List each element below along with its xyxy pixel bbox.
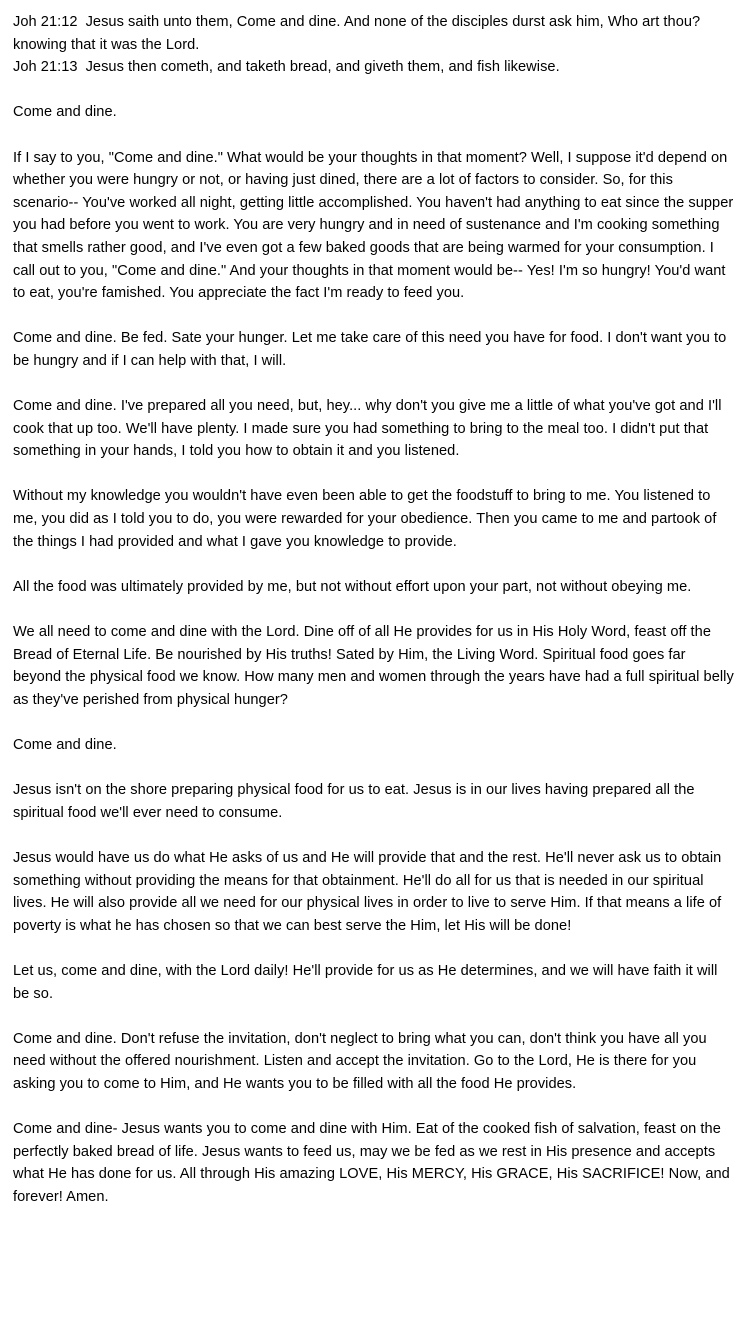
verse-text: Jesus then cometh, and taketh bread, and giveth them, and fish likewise. — [85, 59, 560, 76]
verse-reference: Joh 21:12 — [13, 14, 78, 30]
paragraph: Come and dine. I've prepared all you need, but, hey... why don't you give me a little of what you've got and I'll cook that up too. We'll have plenty. I made sure you had something to bring to the meal too. I didn't put that something in your hands, I told you how to obtain it and you listened. — [13, 398, 722, 460]
paragraph: We all need to come and dine with the Lord. Dine off of all He provides for us in His Holy Word, feast off the Bread of Eternal Life. Be nourished by His truths! Sated by Him, the Living Word. Spiritual food goes far beyond the physical food we know. How many men and women through the years have had a full spiritual belly as they've perished from physical hunger? — [13, 624, 734, 708]
paragraph: Jesus would have us do what He asks of us and He will provide that and the rest. He'll never ask us to obtain something without providing the means for that obtainment. He'll do all for us that is needed in our spiritual lives. He will also provide all we need for our physical lives in order to live to serve Him. If that means a life of poverty is what he has chosen so that we can best serve the Him, let His will be done! — [13, 849, 722, 934]
paragraph: Come and dine. Don't refuse the invitation, don't neglect to bring what you can, don't think you have all you need without the offered nourishment. Listen and accept the invitation. Go to the Lord, He is there for you asking you to come to Him, and He wants you to be filled with all the food He provides. — [13, 1030, 707, 1092]
paragraph: Come and dine. Be fed. Sate your hunger. Let me take care of this need you have for food. I don't want you to be hungry and if I can help with that, I will. — [13, 330, 727, 369]
verse-text: Jesus saith unto them, Come and dine. And none of the disciples durst ask him, Who art thou? knowing that it was the Lord. — [13, 14, 701, 53]
verse-reference: Joh 21:13 — [13, 59, 78, 76]
verse-line — [13, 56, 736, 79]
paragraph: Come and dine. — [13, 737, 117, 753]
paragraph: All the food was ultimately provided by me, but not without effort upon your part, not without obeying me. — [13, 578, 692, 595]
paragraph: Without my knowledge you wouldn't have even been able to get the foodstuff to bring to me. You listened to me, you did as I told you to do, you were rewarded for your obedience. Then you came to me and partook of the things I had provided and what I gave you knowledge to provide. — [13, 488, 717, 550]
verse-line — [13, 11, 736, 56]
scripture-block — [13, 11, 736, 79]
paragraph: Let us, come and dine, with the Lord daily! He'll provide for us as He determines, and we will have faith it will be so. — [13, 962, 718, 1002]
paragraph: If I say to you, "Come and dine." What would be your thoughts in that moment? Well, I suppose it'd depend on whether you were hungry or not, or having just dined, there are a lot of factors to consider. So, for this scenario-- You've worked all night, getting little accomplished. You haven't had anything to eat since the supper you had before you went to work. You are very hungry and in need of sustenance and I'm cooking something that smells rather good, and I've even got a few baked goods that are being warmed for your consumption. I call out to you, "Come and dine." And your thoughts in that moment would be-- Yes! I'm so hungry! You'd want to eat, you're famished. You appreciate the fact I'm ready to feed you. — [13, 149, 734, 302]
paragraph: Come and dine- Jesus wants you to come and dine with Him. Eat of the cooked fish of salvation, feast on the perfectly baked bread of life. Jesus wants to feed us, may we be fed as we rest in His presence and accepts what He has done for us. All through His amazing LOVE, His MERCY, His GRACE, His SACRIFICE! Now, and forever! Amen. — [13, 1121, 730, 1205]
paragraph: Jesus isn't on the shore preparing physical food for us to eat. Jesus is in our lives having prepared all the spiritual food we'll ever need to consume. — [13, 782, 695, 821]
paragraph: Come and dine. — [13, 104, 117, 121]
